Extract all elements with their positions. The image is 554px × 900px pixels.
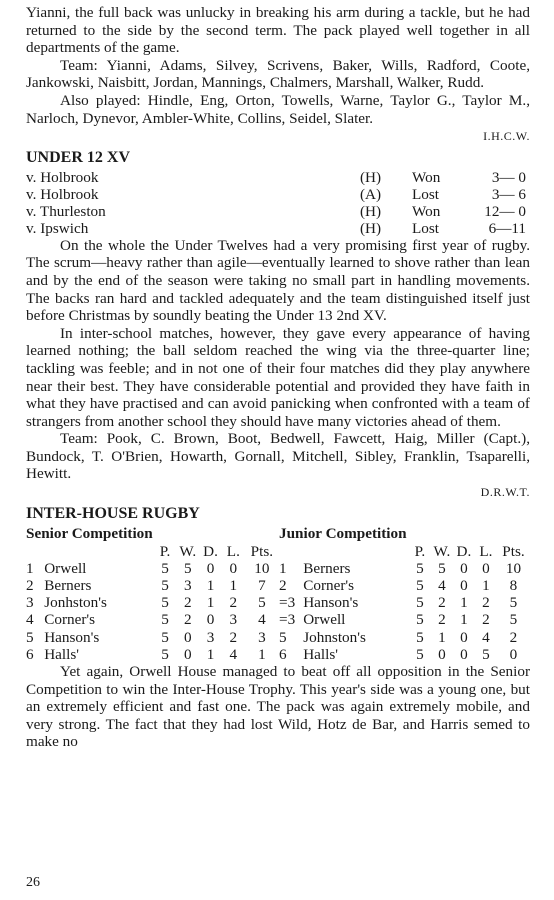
- played: 5: [416, 577, 424, 595]
- house-name: Halls': [303, 645, 339, 663]
- column-header: D.: [203, 542, 218, 560]
- u12-report-paragraph: In inter-school matches, however, they gave every appearance of having learned nothing; the ball seldom reached the wing via the three-quarter line; tackling was feeble; and in not one of their four matches did they play anywhere near their best. They have considerable potential and provided they have faith in what they have practised and can avoid panicking when confronted with a team of strangers from another school they should have many victories ahead of them.: [26, 324, 530, 430]
- house-name: Jonhston's: [44, 594, 107, 612]
- position: =3: [279, 611, 296, 629]
- house-name: Orwell: [303, 611, 346, 629]
- senior-league-table: [26, 543, 279, 663]
- drawn: 0: [206, 559, 215, 577]
- table-header-row: [26, 543, 279, 560]
- fixture-result: Won: [412, 168, 441, 186]
- intro-paragraph: Yianni, the full back was unlucky in breaking his arm during a tackle, but he had returned to the side by the second term. The pack played well together in all departments of the game.: [26, 4, 530, 57]
- position: 6: [26, 645, 34, 663]
- won: 0: [183, 628, 192, 646]
- won: 2: [438, 594, 446, 612]
- lost: 2: [482, 611, 490, 629]
- played: 5: [416, 628, 424, 646]
- author-initials: D.R.W.T.: [480, 485, 530, 500]
- fixture-opponent: v. Holbrook: [26, 168, 99, 186]
- house-name: Berners: [303, 559, 351, 577]
- column-header: P.: [414, 542, 426, 560]
- position: 1: [26, 559, 34, 577]
- drawn: 1: [460, 594, 468, 612]
- won: 0: [438, 645, 446, 663]
- played: 5: [416, 611, 424, 629]
- house-name: Hanson's: [44, 628, 100, 646]
- column-header: W.: [179, 542, 197, 560]
- won: 2: [183, 611, 192, 629]
- house-name: Corner's: [44, 611, 96, 629]
- points: 10: [505, 559, 522, 577]
- column-header: D.: [456, 542, 472, 560]
- fixtures-table: [26, 169, 530, 237]
- points: 8: [509, 577, 518, 595]
- junior-league-table: [279, 543, 530, 663]
- points: 5: [509, 594, 518, 612]
- drawn: 1: [206, 645, 215, 663]
- house-name: Hanson's: [303, 594, 359, 612]
- fixture-opponent: v. Ipswich: [26, 219, 89, 237]
- points: 7: [258, 577, 266, 595]
- column-header: P.: [159, 542, 171, 560]
- lost: 1: [482, 577, 490, 595]
- lost: 4: [482, 628, 490, 646]
- played: 5: [416, 645, 424, 663]
- table-row: [279, 646, 530, 663]
- played: 5: [416, 594, 424, 612]
- league-tables: [26, 543, 530, 663]
- position: 2: [279, 577, 287, 595]
- fixture-result: Lost: [412, 219, 440, 237]
- fixture-result: Won: [412, 202, 441, 220]
- u12-report-paragraph: On the whole the Under Twelves had a very promising first year of rugby. The scrum—heavy rather than agile—eventually learned to shove rather than lean and by the end of the season were taking no small part in handling movements. The backs ran hard and tackled adequately and the team distinguished itself just before Christmas by soundly beating the Under 13 2nd XV.: [26, 236, 530, 325]
- junior-competition-title: Junior Competition: [279, 524, 407, 542]
- lost: 4: [229, 645, 238, 663]
- lost: 2: [482, 594, 490, 612]
- points: 5: [509, 611, 518, 629]
- played: 5: [161, 645, 169, 663]
- won: 2: [183, 594, 192, 612]
- fixture-score: 3— 0: [491, 168, 526, 186]
- position: 4: [26, 611, 34, 629]
- won: 2: [438, 611, 446, 629]
- points: 3: [258, 628, 266, 646]
- fixture-venue: (H): [360, 219, 382, 237]
- table-row: [279, 594, 530, 611]
- fixture-score: 3— 6: [491, 185, 526, 203]
- fixture-row: [26, 220, 530, 237]
- lost: 1: [229, 577, 238, 595]
- house-name: Orwell: [44, 559, 87, 577]
- also-played-list: Also played: Hindle, Eng, Orton, Towells, Warne, Taylor G., Taylor M., Narloch, Dynevor, Ambler-White, Collins, Seidel, Slater.: [26, 91, 530, 127]
- drawn: 1: [206, 577, 215, 595]
- house-name: Johnston's: [303, 628, 366, 646]
- fixture-row: [26, 186, 530, 203]
- page-number: 26: [26, 875, 40, 890]
- drawn: 0: [460, 628, 468, 646]
- fixture-score: 6—11: [488, 219, 526, 237]
- drawn: 0: [206, 611, 215, 629]
- points: 2: [509, 628, 518, 646]
- column-header: W.: [433, 542, 451, 560]
- played: 5: [416, 559, 424, 577]
- lost: 0: [482, 559, 490, 577]
- points: 5: [258, 594, 266, 612]
- position: 1: [279, 559, 287, 577]
- played: 5: [161, 611, 169, 629]
- fixture-result: Lost: [412, 185, 440, 203]
- senior-competition-title: Senior Competition: [26, 524, 153, 542]
- competition-titles: [26, 525, 530, 543]
- fixture-row: [26, 203, 530, 220]
- drawn: 0: [460, 645, 468, 663]
- position: 6: [279, 645, 287, 663]
- drawn: 1: [460, 611, 468, 629]
- drawn: 1: [206, 594, 215, 612]
- lost: 2: [229, 628, 238, 646]
- table-row: [26, 629, 279, 646]
- lost: 3: [229, 611, 238, 629]
- fixture-opponent: v. Holbrook: [26, 185, 99, 203]
- column-header: L.: [479, 542, 493, 560]
- column-header: Pts.: [250, 542, 274, 560]
- section-heading-under-12: UNDER 12 XV: [26, 148, 130, 166]
- house-name: Halls': [44, 645, 80, 663]
- played: 5: [161, 559, 169, 577]
- table-row: [26, 594, 279, 611]
- played: 5: [161, 628, 169, 646]
- played: 5: [161, 594, 169, 612]
- position: 5: [26, 628, 34, 646]
- drawn: 3: [206, 628, 215, 646]
- points: 10: [254, 559, 270, 577]
- column-header: L.: [226, 542, 240, 560]
- table-row: [26, 560, 279, 577]
- table-row: [26, 611, 279, 628]
- position: 3: [26, 594, 34, 612]
- fixture-venue: (H): [360, 202, 382, 220]
- lost: 5: [482, 645, 490, 663]
- column-header: Pts.: [502, 542, 525, 560]
- drawn: 0: [460, 577, 468, 595]
- house-name: Corner's: [303, 577, 355, 595]
- section-heading-inter-house: INTER-HOUSE RUGBY: [26, 504, 200, 522]
- position: 5: [279, 628, 287, 646]
- won: 1: [438, 628, 446, 646]
- points: 0: [509, 645, 518, 663]
- fixture-score: 12— 0: [484, 202, 526, 220]
- fixture-opponent: v. Thurleston: [26, 202, 106, 220]
- table-header-row: [279, 543, 530, 560]
- points: 1: [258, 645, 266, 663]
- inter-house-report-paragraph: Yet again, Orwell House managed to beat off all opposition in the Senior Competition to win the Inter-House Trophy. This year's side was a young one, but an extremely efficient and fast one. The pack was again extremely mobile, and very strong. The fact that they had lost Wild, Hotz de Bar, and Harris semed to make no: [26, 663, 530, 751]
- lost: 0: [229, 559, 238, 577]
- table-row: [279, 611, 530, 628]
- table-row: [279, 560, 530, 577]
- u12-team-list: Team: Pook, C. Brown, Boot, Bedwell, Fawcett, Haig, Miller (Capt.), Bundock, T. O'Brien, Howarth, Gornall, Mitchell, Sibley, Franklin, Tsaparelli, Hewitt.: [26, 430, 530, 483]
- table-row: [26, 646, 279, 663]
- won: 5: [438, 559, 446, 577]
- table-row: [279, 629, 530, 646]
- lost: 2: [229, 594, 238, 612]
- won: 5: [183, 559, 192, 577]
- played: 5: [161, 577, 169, 595]
- points: 4: [258, 611, 266, 629]
- position: 2: [26, 577, 34, 595]
- fixture-venue: (H): [360, 168, 382, 186]
- author-initials: I.H.C.W.: [483, 129, 530, 144]
- table-row: [279, 577, 530, 594]
- fixture-row: [26, 169, 530, 186]
- position: =3: [279, 594, 296, 612]
- house-name: Berners: [44, 577, 92, 595]
- won: 3: [183, 577, 192, 595]
- won: 4: [438, 577, 446, 595]
- table-row: [26, 577, 279, 594]
- fixture-venue: (A): [360, 185, 382, 203]
- senior-team-list: Team: Yianni, Adams, Silvey, Scrivens, Baker, Wills, Radford, Coote, Jankowski, Naisbitt, Jordan, Mannings, Chalmers, Marshall, Walker, Rudd.: [26, 56, 530, 92]
- drawn: 0: [460, 559, 468, 577]
- won: 0: [183, 645, 192, 663]
